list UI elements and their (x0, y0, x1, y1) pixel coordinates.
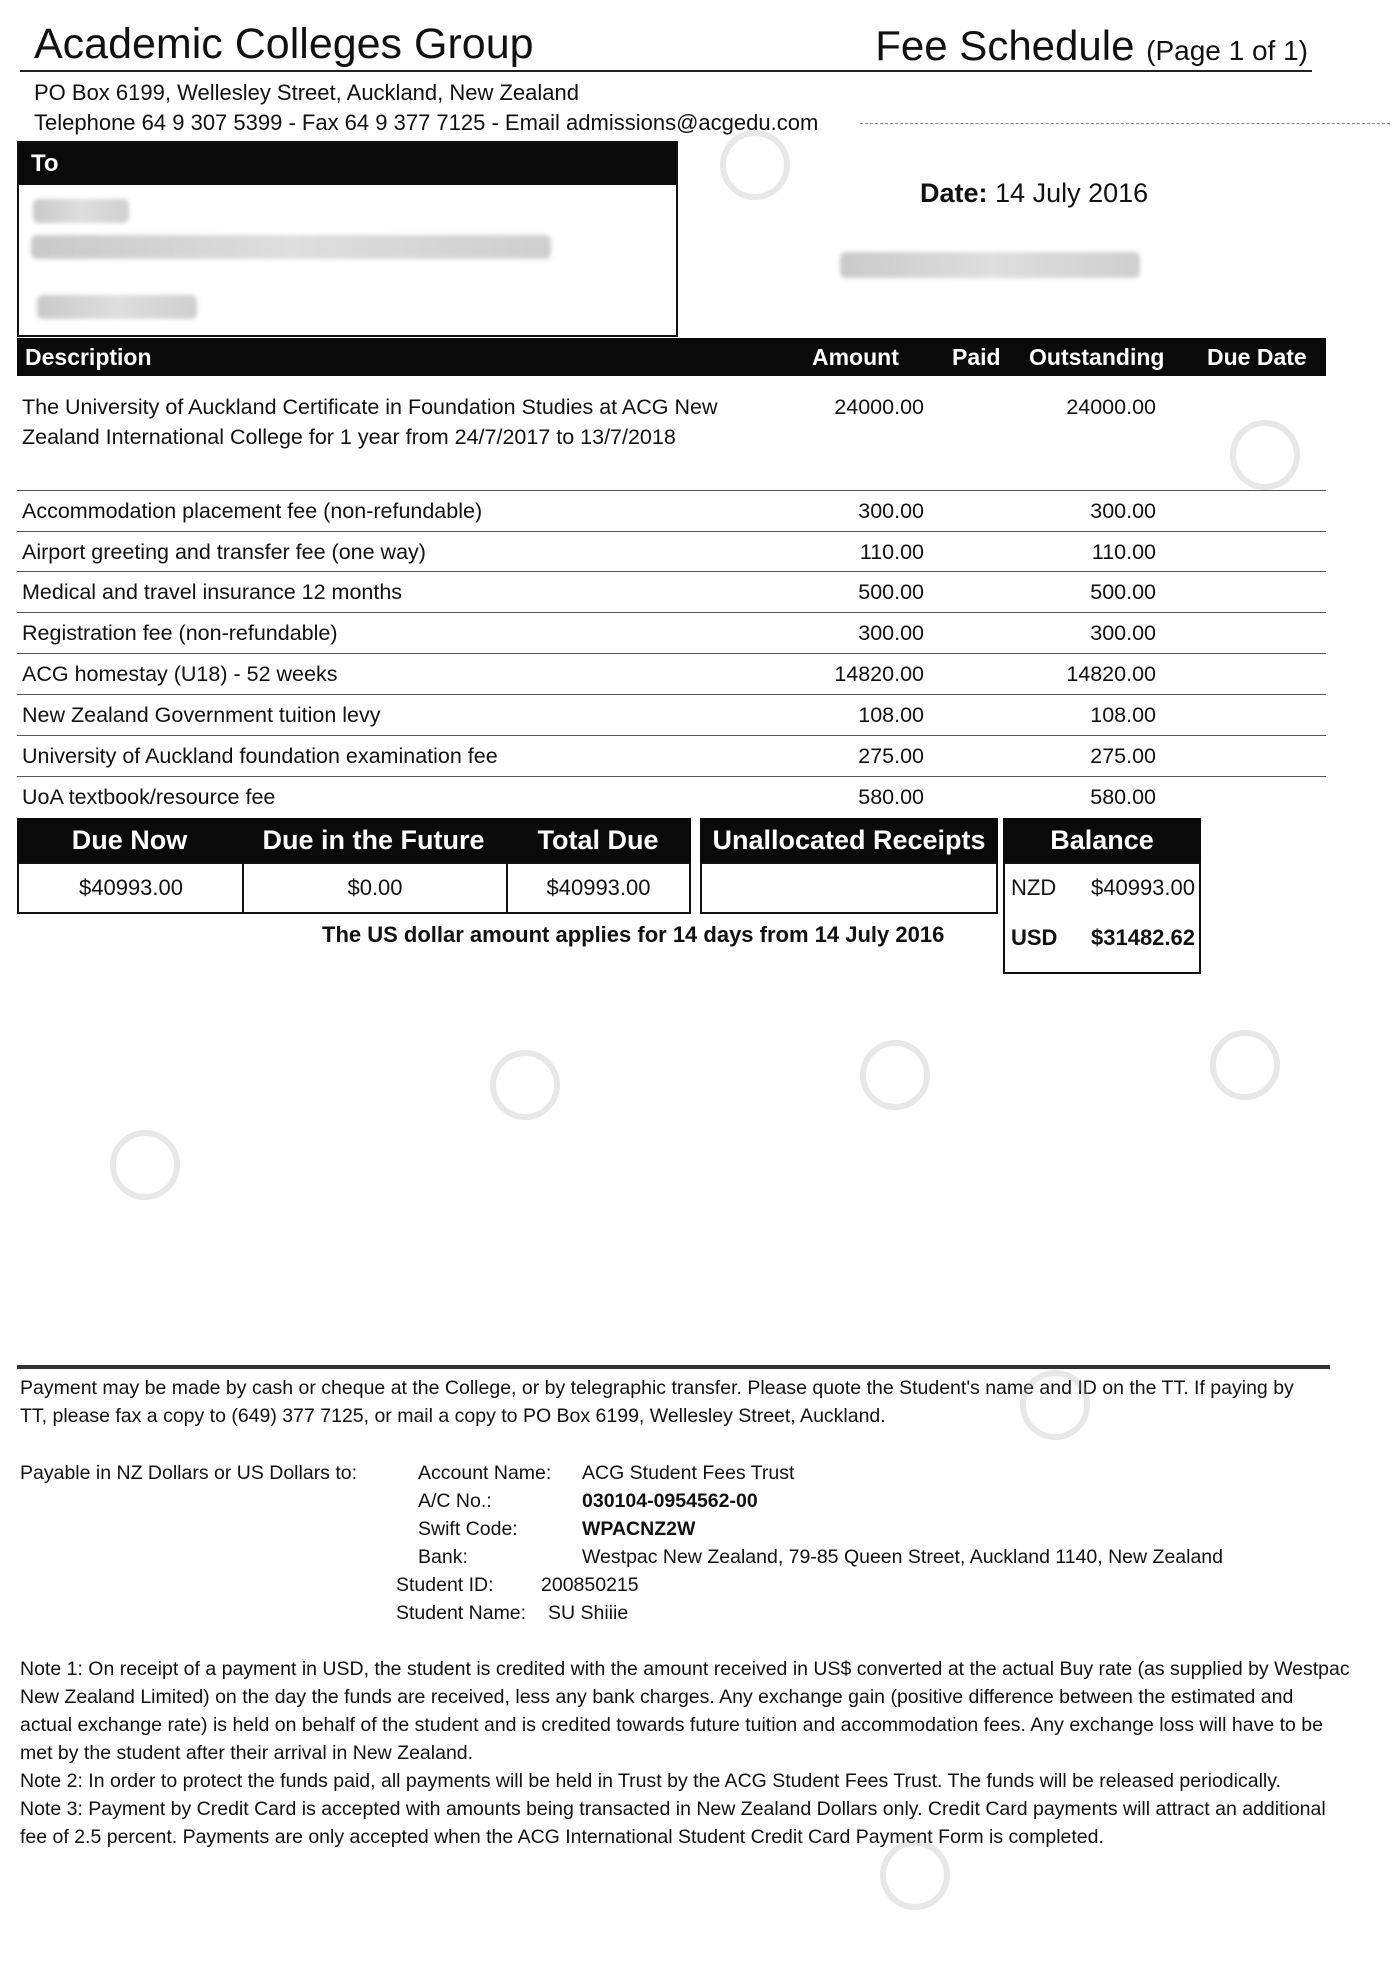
col-paid: Paid (952, 344, 1001, 370)
student-id-label: Student ID: (396, 1574, 494, 1596)
fee-description: Airport greeting and transfer fee (one way) (22, 540, 426, 564)
footer-rule (17, 1365, 1330, 1369)
student-name-label: Student Name: (396, 1602, 527, 1624)
fee-amount: 108.00 (858, 703, 924, 727)
bank-label: Bank: (418, 1546, 468, 1568)
col-outstanding: Outstanding (1029, 344, 1165, 370)
fee-amount: 14820.00 (834, 662, 924, 686)
balance-box (1003, 862, 1201, 974)
fee-row-tuition-levy (17, 694, 1326, 736)
recipient-label: To (19, 143, 676, 185)
fee-row-foundation (17, 386, 1326, 491)
fee-description: Registration fee (non-refundable) (22, 621, 338, 645)
fee-description: ACG homestay (U18) - 52 weeks (22, 662, 338, 686)
fee-outstanding: 300.00 (1090, 499, 1156, 523)
fee-outstanding: 24000.00 (1066, 395, 1156, 419)
due-now-value: $40993.00 (79, 875, 183, 900)
organization-name: Academic Colleges Group (34, 20, 534, 68)
fee-description: New Zealand Government tuition levy (22, 703, 381, 727)
fee-row-textbook (17, 776, 1326, 817)
fee-row-exam (17, 735, 1326, 777)
date-label: Date: (920, 178, 988, 208)
payable-to-label: Payable in NZ Dollars or US Dollars to: (20, 1462, 358, 1484)
fee-row-insurance (17, 571, 1326, 613)
fee-amount: 110.00 (859, 540, 924, 564)
redacted-recipient-address (31, 235, 551, 259)
redacted-reference (840, 252, 1140, 278)
currency-nzd: NZD (1011, 875, 1057, 900)
fee-description: The University of Auckland Certificate in Foundation Studies at ACG New Zealand International College for 1 year from 24/7/2017 to 13/7/2018 (22, 395, 718, 449)
watermark-logo-icon (720, 130, 790, 200)
fee-row-registration (17, 612, 1326, 654)
fee-amount: 24000.00 (834, 395, 924, 419)
fee-outstanding: 14820.00 (1066, 662, 1156, 686)
col-description: Description (25, 344, 152, 370)
due-future-value: $0.00 (347, 875, 403, 900)
account-number-label: A/C No.: (418, 1490, 492, 1512)
balance-header (1003, 818, 1201, 862)
fee-outstanding: 275.00 (1090, 744, 1156, 768)
recipient-box (17, 141, 678, 337)
student-name-value: SU Shiiie (548, 1602, 629, 1624)
totals-values (17, 862, 691, 914)
total-due-value: $40993.00 (546, 875, 651, 900)
balance-label: Balance (1050, 825, 1154, 855)
fee-table-header (17, 338, 1326, 376)
currency-usd: USD (1011, 925, 1058, 950)
col-amount: Amount (812, 344, 899, 370)
unallocated-label: Unallocated Receipts (712, 825, 986, 855)
swift-code-label: Swift Code: (418, 1518, 518, 1540)
fee-amount: 300.00 (858, 499, 924, 523)
postal-address: PO Box 6199, Wellesley Street, Auckland, New Zealand (34, 80, 579, 105)
fee-row-homestay (17, 653, 1326, 695)
fee-amount: 500.00 (858, 580, 924, 604)
fee-amount: 580.00 (858, 785, 924, 809)
account-name-value: ACG Student Fees Trust (582, 1462, 795, 1484)
dashed-rule (860, 123, 1390, 124)
redacted-recipient-city (37, 295, 197, 319)
student-id-value: 200850215 (541, 1574, 639, 1596)
note-2: Note 2: In order to protect the funds paid, all payments will be held in Trust by the ACG Student Fees Trust. The funds will be released periodically. (20, 1770, 1281, 1792)
balance-usd-line (1011, 918, 1195, 958)
date-value: 14 July 2016 (995, 178, 1149, 208)
fee-row-airport (17, 531, 1326, 572)
bank-value: Westpac New Zealand, 79-85 Queen Street, Auckland 1140, New Zealand (582, 1546, 1223, 1568)
fee-amount: 300.00 (858, 621, 924, 645)
watermark-logo-icon (110, 1130, 180, 1200)
fee-outstanding: 500.00 (1090, 580, 1156, 604)
watermark-logo-icon (490, 1050, 560, 1120)
fee-outstanding: 580.00 (1090, 785, 1156, 809)
watermark-logo-icon (860, 1040, 930, 1110)
balance-usd-value: $31482.62 (1091, 925, 1195, 950)
document-title (875, 20, 1308, 77)
note-3: Note 3: Payment by Credit Card is accepted with amounts being transacted in New Zealand Dollars only. Credit Card payments will attract an additional fee of 2.5 percent. Payments are only accepted when the ACG International Student Credit Card Payment Form is completed. (20, 1798, 1326, 1848)
usd-validity-note: The US dollar amount applies for 14 days from 14 July 2016 (322, 922, 945, 947)
due-now-label: Due Now (71, 825, 188, 855)
balance-nzd-line (1011, 868, 1195, 908)
fee-description: Medical and travel insurance 12 months (22, 580, 403, 604)
totals-header (17, 818, 691, 862)
note-1: Note 1: On receipt of a payment in USD, the student is credited with the amount received in US$ converted at the actual Buy rate (as supplied by Westpac New Zealand Limited) on the day the funds are received, less any bank charges. Any exchange gain (positive difference between the estimated and actual exchange rate) is held on behalf of the student and is credited towards future tuition and accommodation fees. Any exchange loss will have to be met by the student after their arrival in New Zealand. (20, 1658, 1350, 1764)
issue-date (920, 178, 1148, 209)
fee-outstanding: 110.00 (1091, 540, 1156, 564)
unallocated-value-box (700, 862, 998, 914)
fee-description: University of Auckland foundation examination fee (22, 744, 498, 768)
page-indicator: (Page 1 of 1) (1146, 35, 1308, 66)
contact-line: Telephone 64 9 307 5399 - Fax 64 9 377 7125 - Email admissions@acgedu.com (34, 110, 819, 135)
unallocated-header (700, 818, 998, 862)
watermark-logo-icon (1210, 1030, 1280, 1100)
fee-description: Accommodation placement fee (non-refundable) (22, 499, 483, 523)
payment-instructions: Payment may be made by cash or cheque at the College, or by telegraphic transfer. Please quote the Student's name and ID on the TT. If paying by TT, please fax a copy to (649) 377 7125, or mail a copy to PO Box 6199, Wellesley Street, Auckland. (20, 1377, 1294, 1427)
header-rule (20, 70, 1312, 72)
account-name-label: Account Name: (418, 1462, 552, 1484)
fee-description: UoA textbook/resource fee (22, 785, 276, 809)
fee-row-accommodation (17, 490, 1326, 532)
balance-nzd-value: $40993.00 (1091, 875, 1195, 900)
swift-code-value: WPACNZ2W (582, 1518, 696, 1540)
col-due-date: Due Date (1207, 344, 1307, 370)
fee-outstanding: 300.00 (1090, 621, 1156, 645)
due-future-label: Due in the Future (262, 825, 485, 855)
total-due-label: Total Due (537, 825, 659, 855)
fee-schedule-title: Fee Schedule (875, 22, 1135, 69)
notes-section (20, 1655, 1350, 1851)
fee-amount: 275.00 (858, 744, 924, 768)
account-number-value: 030104-0954562-00 (582, 1490, 758, 1512)
redacted-recipient-name (33, 199, 129, 223)
fee-outstanding: 108.00 (1090, 703, 1156, 727)
